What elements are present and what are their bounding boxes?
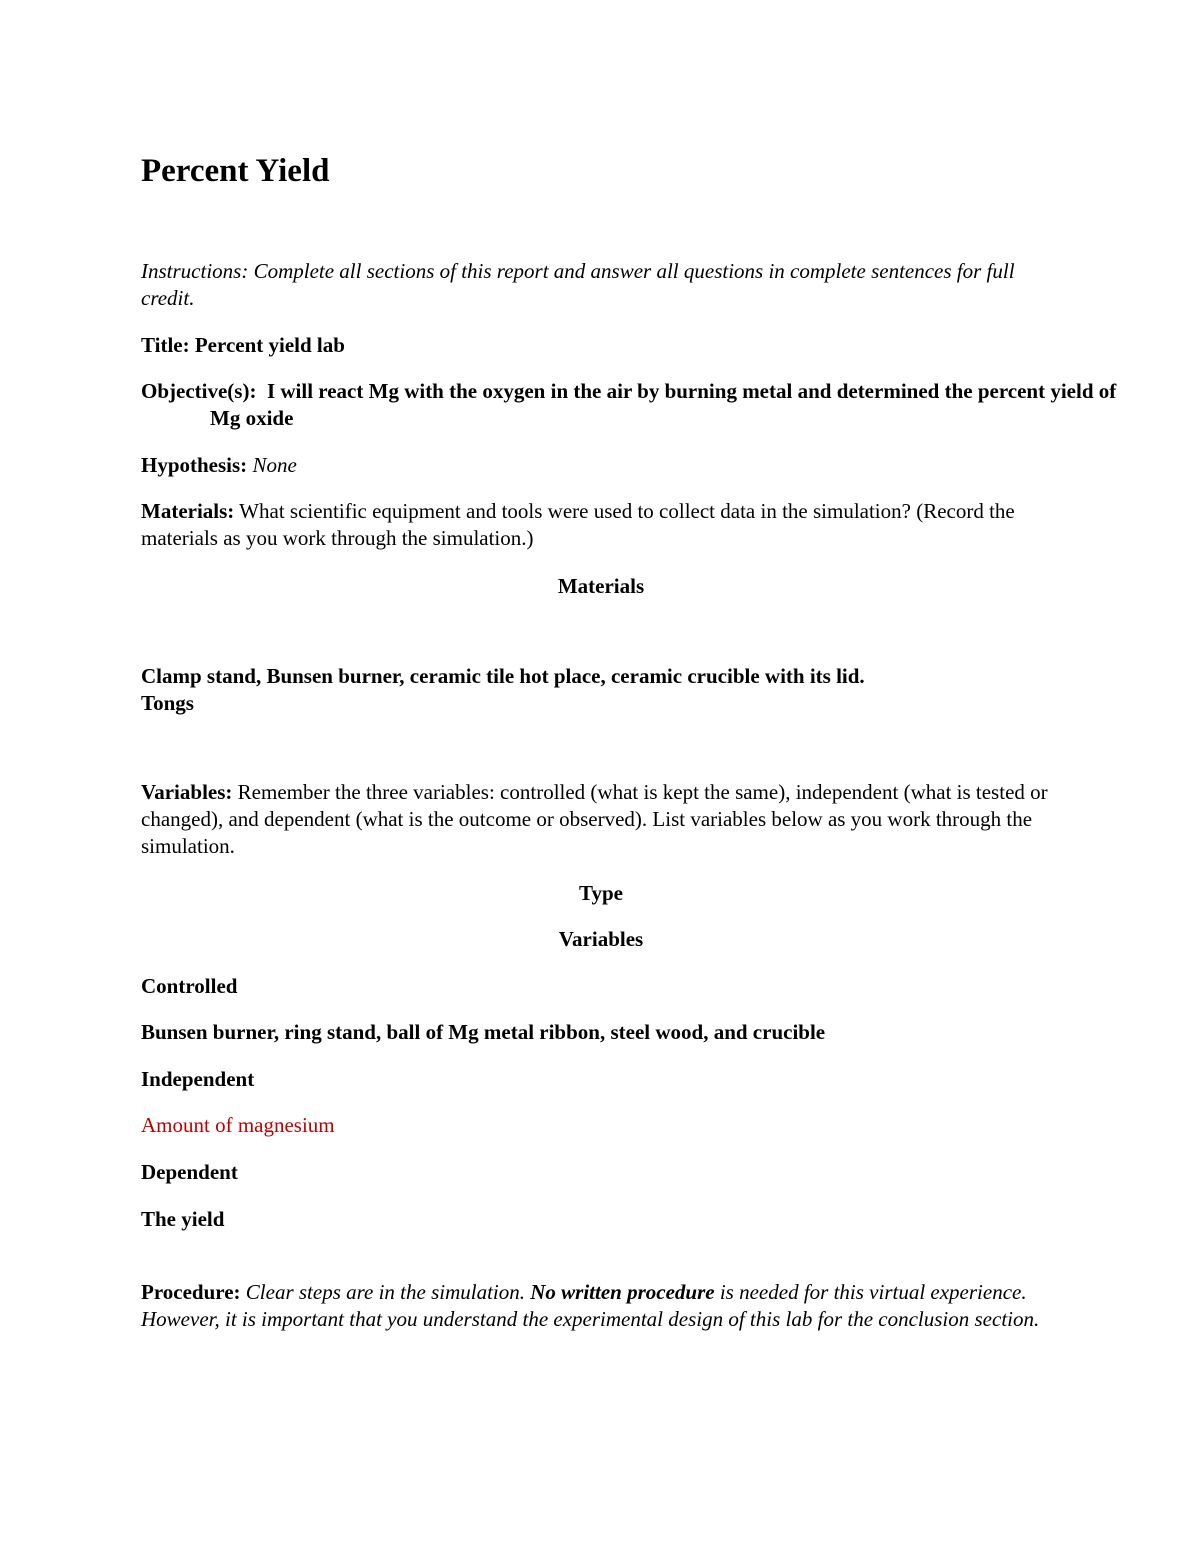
dependent-value: The yield <box>141 1207 225 1231</box>
controlled-label: Controlled <box>141 974 238 998</box>
type-heading: Type <box>579 881 623 905</box>
materials-answer-line2: Tongs <box>141 691 194 715</box>
materials-prompt-paragraph <box>141 498 1061 552</box>
hypothesis-value: None <box>252 453 297 477</box>
title-line <box>141 332 1061 359</box>
variables-label: Variables: <box>141 780 233 804</box>
independent-value: Amount of magnesium <box>141 1113 335 1137</box>
title-label: Title: <box>141 333 190 357</box>
variables-prompt: Remember the three variables: controlled (what is kept the same), independent (what is tested or changed), and dependent (what is the outcome or observed). List variables below as you work through the simulation. <box>141 780 1048 858</box>
dependent-label: Dependent <box>141 1160 238 1184</box>
procedure-text1: Clear steps are in the simulation. <box>245 1280 525 1304</box>
instructions: Instructions: Complete all sections of this report and answer all questions in complete sentences for full credit. <box>141 259 1015 310</box>
objective <box>141 378 1130 432</box>
procedure-paragraph <box>141 1279 1061 1333</box>
controlled-value: Bunsen burner, ring stand, ball of Mg metal ribbon, steel wood, and crucible <box>141 1020 826 1044</box>
hypothesis-label: Hypothesis: <box>141 453 248 477</box>
procedure-text2: is needed for this virtual experience. However, it is important that you understand the experimental design of this lab for the conclusion section. <box>141 1280 1040 1331</box>
hypothesis <box>141 452 1061 479</box>
procedure-label: Procedure: <box>141 1280 241 1304</box>
materials-heading: Materials <box>557 574 645 598</box>
independent-label: Independent <box>141 1067 255 1091</box>
materials-prompt: What scientific equipment and tools were used to collect data in the simulation? (Record the materials as you work through the simulation.) <box>141 499 1015 550</box>
materials-answer-line1: Clamp stand, Bunsen burner, ceramic tile hot place, ceramic crucible with its lid. <box>141 664 865 688</box>
procedure-bold-text: No written procedure <box>530 1280 715 1304</box>
objective-value: I will react Mg with the oxygen in the air by burning metal and determined the percent yield of Mg oxide <box>210 379 1117 430</box>
page-title: Percent Yield <box>141 153 330 189</box>
variables-heading: Variables <box>558 927 644 951</box>
materials-label: Materials: <box>141 499 235 523</box>
objective-label: Objective(s): <box>141 379 257 403</box>
variables-prompt-paragraph <box>141 779 1061 860</box>
title-value: Percent yield lab <box>194 333 345 357</box>
